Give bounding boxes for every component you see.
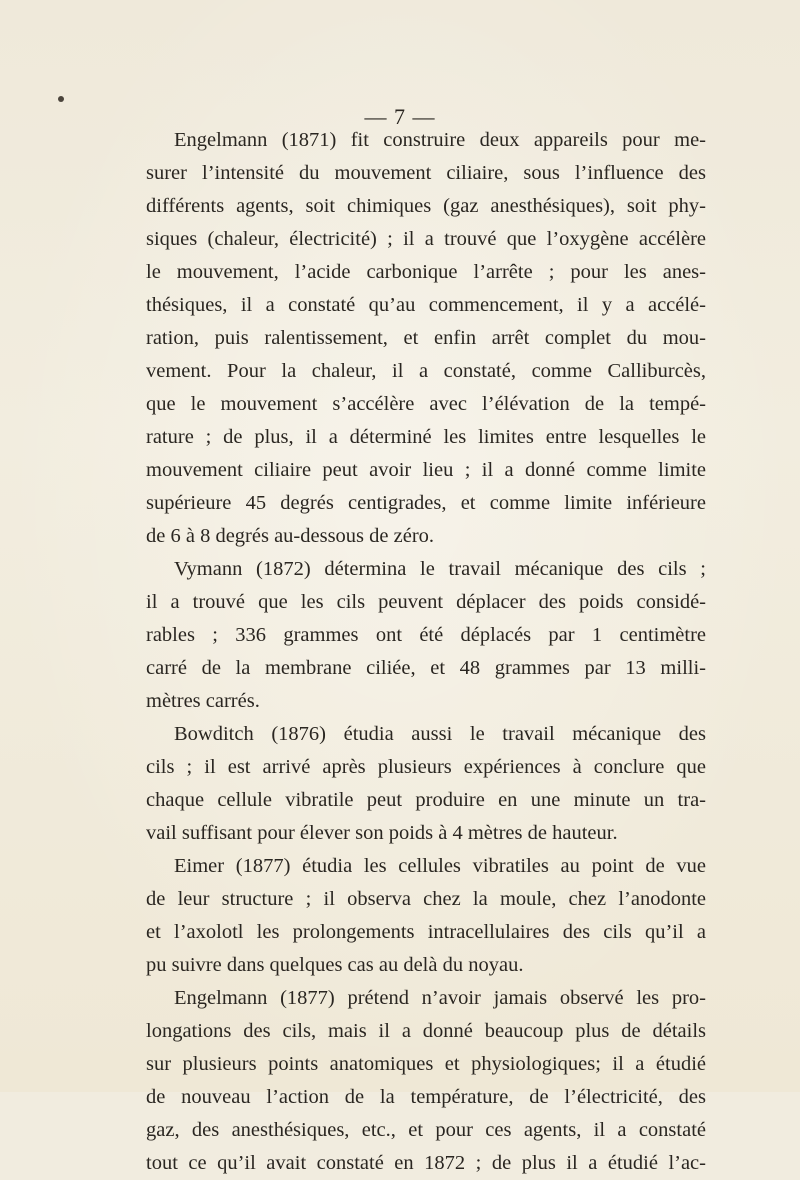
text-line-content: il a trouvé que les cils peuvent déplacer des poids considé-	[146, 591, 706, 613]
text-line	[146, 883, 706, 916]
text-line-content: rature ; de plus, il a déterminé les limites entre lesquelles le	[146, 426, 706, 448]
text-line-content: de nouveau l’action de la température, de l’électricité, des	[146, 1086, 706, 1108]
text-line-content: gaz, des anesthésiques, etc., et pour ces agents, il a constaté	[146, 1119, 706, 1141]
text-line-content: siques (chaleur, électricité) ; il a trouvé que l’oxygène accélère	[146, 228, 706, 250]
text-line	[146, 1081, 706, 1114]
text-line	[146, 223, 706, 256]
text-line-content: Bowditch (1876) étudia aussi le travail mécanique des	[174, 723, 706, 745]
text-line	[146, 1114, 706, 1147]
text-line-content: surer l’intensité du mouvement ciliaire, sous l’influence des	[146, 162, 706, 184]
text-line-content: mètres carrés.	[146, 690, 260, 712]
text-line	[146, 916, 706, 949]
text-line	[146, 784, 706, 817]
text-line	[146, 520, 706, 553]
text-line-content: ration, puis ralentissement, et enfin arrêt complet du mou-	[146, 327, 706, 349]
text-line	[146, 355, 706, 388]
text-line-content: de leur structure ; il observa chez la moule, chez l’anodonte	[146, 888, 706, 910]
text-line	[146, 487, 706, 520]
text-line	[146, 157, 706, 190]
text-line-content: Engelmann (1871) fit construire deux appareils pour me-	[174, 129, 706, 151]
text-line-content: pu suivre dans quelques cas au delà du noyau.	[146, 954, 524, 976]
text-line-content: Eimer (1877) étudia les cellules vibratiles au point de vue	[174, 855, 706, 877]
text-line-content: Engelmann (1877) prétend n’avoir jamais observé les pro-	[174, 987, 706, 1009]
text-line-content: tout ce qu’il avait constaté en 1872 ; de plus il a étudié l’ac-	[146, 1152, 706, 1174]
text-line-content: que le mouvement s’accélère avec l’élévation de la tempé-	[146, 393, 706, 415]
text-line	[146, 817, 706, 850]
text-line	[146, 652, 706, 685]
text-line	[146, 553, 706, 586]
text-line-content: vement. Pour la chaleur, il a constaté, comme Calliburcès,	[146, 360, 706, 382]
text-line-content: et l’axolotl les prolongements intracellulaires des cils qu’il a	[146, 921, 706, 943]
text-line-content: chaque cellule vibratile peut produire en une minute un tra-	[146, 789, 706, 811]
text-line-content: longations des cils, mais il a donné beaucoup plus de détails	[146, 1020, 706, 1042]
text-line	[146, 454, 706, 487]
text-line	[146, 619, 706, 652]
text-line	[146, 1147, 706, 1180]
text-line	[146, 751, 706, 784]
text-line	[146, 1015, 706, 1048]
text-line-content: de 6 à 8 degrés au-dessous de zéro.	[146, 525, 435, 547]
page-number: — 7 —	[364, 104, 436, 129]
text-line	[146, 685, 706, 718]
text-line	[146, 949, 706, 982]
text-line	[146, 1048, 706, 1081]
text-line	[146, 718, 706, 751]
text-line-content: sur plusieurs points anatomiques et physiologiques; il a étudié	[146, 1053, 706, 1075]
text-line	[146, 586, 706, 619]
text-line-content: cils ; il est arrivé après plusieurs expériences à conclure que	[146, 756, 706, 778]
text-line-content: rables ; 336 grammes ont été déplacés par 1 centimètre	[146, 624, 706, 646]
text-line	[146, 256, 706, 289]
text-line	[146, 388, 706, 421]
text-line	[146, 322, 706, 355]
text-line-content: vail suffisant pour élever son poids à 4 mètres de hauteur.	[146, 822, 618, 844]
text-line-content: Vymann (1872) détermina le travail mécanique des cils ;	[174, 558, 706, 580]
text-line-content: mouvement ciliaire peut avoir lieu ; il a donné comme limite	[146, 459, 706, 481]
text-line-content: thésiques, il a constaté qu’au commencement, il y a accélé-	[146, 294, 706, 316]
text-line-content: carré de la membrane ciliée, et 48 grammes par 13 milli-	[146, 657, 706, 679]
text-line-content: le mouvement, l’acide carbonique l’arrête ; pour les anes-	[146, 261, 706, 283]
text-line	[146, 124, 706, 157]
text-line-content: supérieure 45 degrés centigrades, et comme limite inférieure	[146, 492, 706, 514]
text-line	[146, 982, 706, 1015]
text-line	[146, 850, 706, 883]
margin-dot	[58, 96, 64, 102]
text-line	[146, 421, 706, 454]
body-text	[146, 124, 706, 1180]
text-line-content: différents agents, soit chimiques (gaz anesthésiques), soit phy-	[146, 195, 706, 217]
text-line	[146, 289, 706, 322]
text-line	[146, 190, 706, 223]
